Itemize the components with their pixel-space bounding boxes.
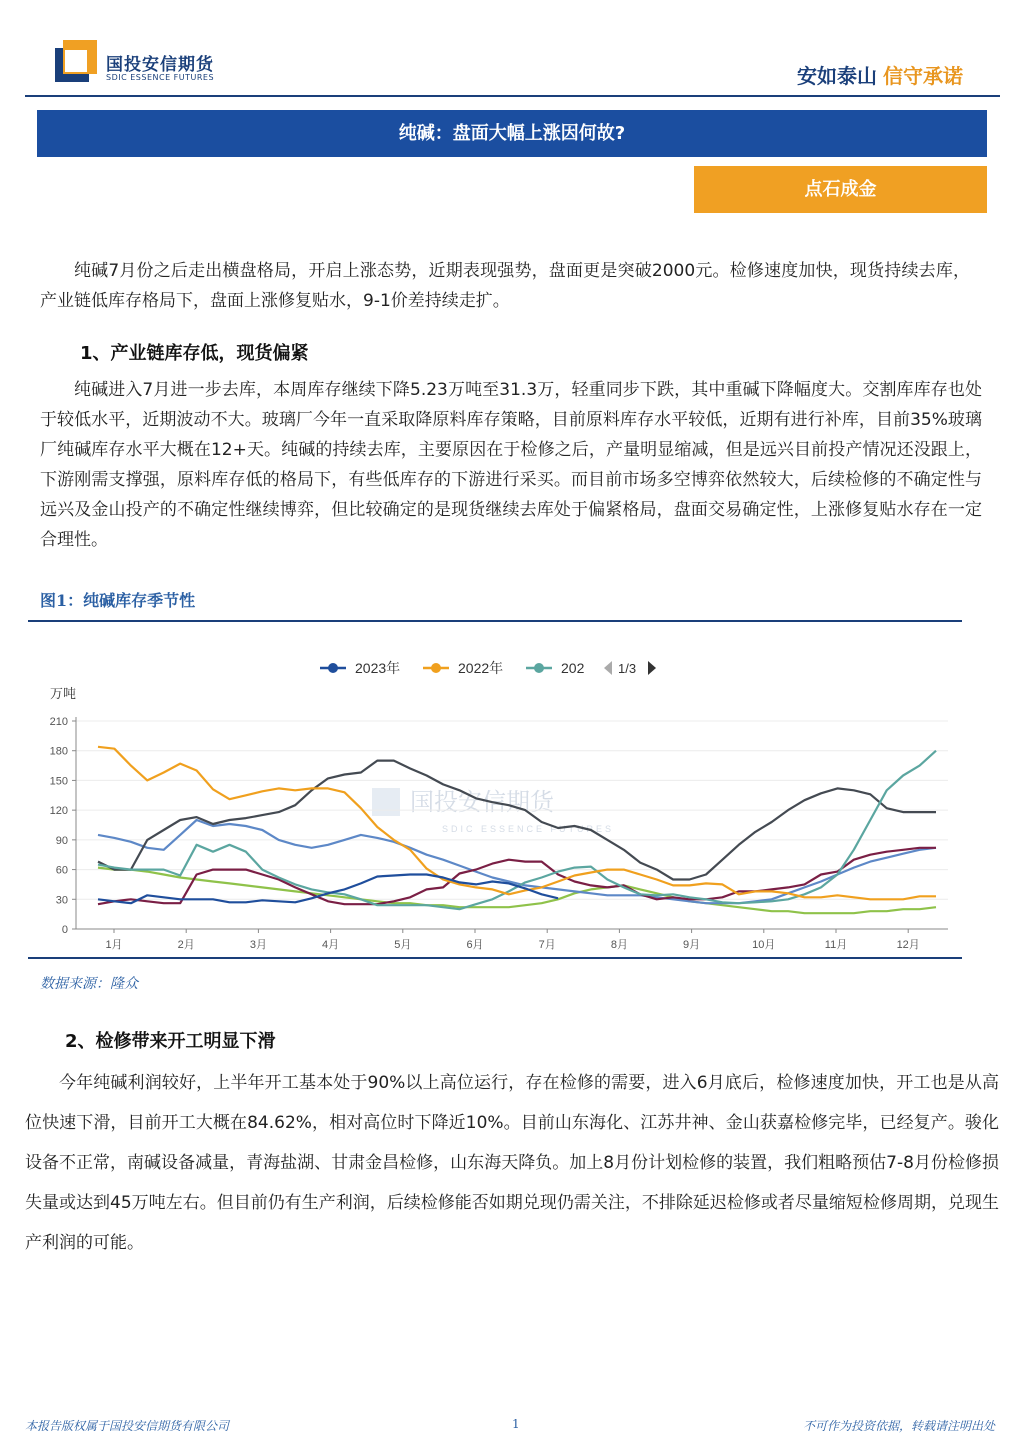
section1-paragraph: 纯碱进入7月进一步去库，本周库存继续下降5.23万吨至31.3万，轻重同步下跌，其中重碱下降幅度大。交割库库存也处于较低水平，近期波动不大。玻璃厂今年一直采取降原料库存策略，目前原料库存水平较低，近期有进行补库，目前35%玻璃厂纯碱库存水平大概在12+天。纯碱的持续去库，主要原因在于检修之后，产量明显缩减，但是远兴目前投产情况还没跟上，下游刚需支撑强，原料库存低的格局下，有些低库存的下游进行采买。而目前市场多空博弈依然较大，后续检修的不确定性与远兴及金山投产的不确定性继续博弈，但比较确定的是现货继续去库处于偏紧格局，盘面交易确定性，上涨修复贴水存在一定合理性。 xyxy=(40,380,982,550)
footer-disclaimer: 不可作为投资依据，转载请注明出处 xyxy=(802,1419,995,1433)
x-tick-label: 3月 xyxy=(249,939,267,951)
watermark-text-en: SDIC ESSENCE FUTURES xyxy=(442,824,615,834)
legend-next-icon xyxy=(648,661,656,675)
header-divider xyxy=(25,95,1000,97)
inventory-seasonal-chart xyxy=(30,640,960,955)
x-tick-label: 11月 xyxy=(824,939,848,951)
legend-marker xyxy=(431,663,441,673)
x-tick-label: 7月 xyxy=(538,939,556,951)
figure1-title: 图1：纯碱库存季节性 xyxy=(40,591,196,610)
x-tick-label: 9月 xyxy=(683,939,701,951)
footer-copyright: 本报告版权属于国投安信期货有限公司 xyxy=(25,1419,230,1433)
section2-paragraph: 今年纯碱利润较好，上半年开工基本处于90%以上高位运行，存在检修的需要，进入6月底后，检修速度加快，开工也是从高位快速下滑，目前开工大概在84.62%，相对高位时下降近10%。目前山东海化、江苏井神、金山获嘉检修完毕，已经复产。骏化设备不正常，南碱设备减量，青海盐湖、甘肃金昌检修，山东海天降负。加上8月份计划检修的装置，我们粗略预估7-8月份检修损失量或达到45万吨左右。但目前仍有生产利润，后续检修能否如期兑现仍需关注，不排除延迟检修或者尽量缩短检修周期，兑现生产利润的可能。 xyxy=(25,1073,999,1253)
figure1-source: 数据来源：隆众 xyxy=(40,976,138,992)
legend-prev-icon xyxy=(604,661,612,675)
legend-marker xyxy=(534,663,544,673)
x-tick-label: 4月 xyxy=(322,939,340,951)
logo-icon xyxy=(55,40,97,82)
slogan xyxy=(797,60,963,89)
legend-label: 2023年 xyxy=(355,660,401,676)
x-tick-label: 10月 xyxy=(752,939,776,951)
x-tick-label: 8月 xyxy=(610,939,628,951)
watermark-logo-icon xyxy=(372,788,400,816)
page-header xyxy=(0,0,1025,100)
intro-paragraph: 纯碱7月份之后走出横盘格局，开启上涨态势，近期表现强势，盘面更是突破2000元。检修速度加快，现货持续去库，产业链低库存格局下，盘面上涨修复贴水，9-1价差持续走扩。 xyxy=(40,261,970,311)
page-number: 1 xyxy=(512,1417,520,1431)
report-title: 纯碱：盘面大幅上涨因何故? xyxy=(37,110,987,157)
x-tick-label: 12月 xyxy=(896,939,920,951)
slogan-part1: 安如泰山 xyxy=(797,64,877,88)
logo-text-en: SDIC ESSENCE FUTURES xyxy=(106,73,215,82)
legend-pager: 1/3 xyxy=(618,661,637,676)
y-tick-label: 0 xyxy=(61,924,68,936)
x-tick-label: 6月 xyxy=(466,939,484,951)
legend-label: 2022年 xyxy=(458,660,504,676)
y-tick-label: 90 xyxy=(55,834,68,847)
y-tick-label: 120 xyxy=(49,805,68,818)
section2-heading: 2、检修带来开工明显下滑 xyxy=(65,1031,276,1052)
x-tick-label: 1月 xyxy=(105,939,123,951)
legend-marker xyxy=(328,663,338,673)
chart-svg xyxy=(30,640,960,955)
y-tick-label: 180 xyxy=(49,745,68,758)
watermark-text: 国投安信期货 xyxy=(410,789,554,816)
y-axis-label: 万吨 xyxy=(50,686,77,701)
y-tick-label: 60 xyxy=(55,864,68,877)
y-tick-label: 150 xyxy=(49,775,68,788)
series-line xyxy=(98,868,936,914)
section1-heading: 1、产业链库存低，现货偏紧 xyxy=(80,343,309,364)
legend-label: 202 xyxy=(561,660,585,676)
figure-top-rule xyxy=(28,620,962,622)
x-tick-label: 2月 xyxy=(177,939,195,951)
column-tag: 点石成金 xyxy=(694,166,987,213)
x-tick-label: 5月 xyxy=(394,939,412,951)
page-footer xyxy=(0,1415,1025,1445)
y-tick-label: 210 xyxy=(49,716,68,728)
figure-bottom-rule xyxy=(28,957,962,959)
logo-text-cn: 国投安信期货 xyxy=(106,55,214,75)
series-line xyxy=(98,848,936,904)
y-tick-label: 30 xyxy=(55,894,68,907)
slogan-part2: 信守承诺 xyxy=(883,64,963,88)
